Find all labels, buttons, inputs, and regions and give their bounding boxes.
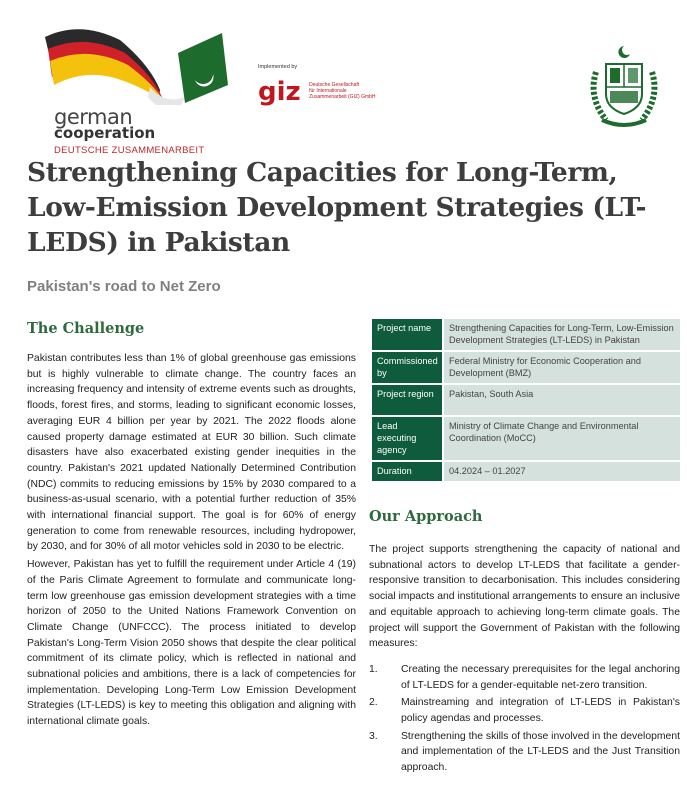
table-row [372,352,680,383]
page-subtitle: Pakistan's road to Net Zero [27,278,221,295]
challenge-paragraph: However, Pakistan has yet to fulfill the requirement under Article 4 (19) of the Paris Climate Agreement to formulate and communicate long-term low greenhouse gas emission development strategies with a time horizon of 2050 to the United Nations Framework Convention on Climate Change (UNFCCC). The process initiated to develop Pakistan's Long-Term Vision 2050 shows that despite the clear political commitment of its climate policy, which is reflected in national and subnational policies and ambitions, there is a lack of competencies for implementation. Developing Long-Term Low Emission Development Strategies (LT-LEDS) is key to meeting this obligation and aligning with international climate goals. [27,559,356,728]
giz-line: Zusammenarbeit (GIZ) GmbH [309,94,376,100]
giz-logo [258,64,418,107]
row-value: 04.2024 – 01.2027 [444,462,680,481]
row-key: Project name [372,319,444,350]
row-key: Project region [372,385,444,415]
row-key: Duration [372,462,444,481]
pakistan-emblem-icon [586,42,662,128]
measures-list [369,662,680,776]
table-row [372,385,680,415]
table-row [372,417,680,460]
giz-line: Deutsche Gesellschaft [309,82,360,88]
list-item [369,729,680,776]
approach-paragraph: The project supports strengthening the capacity of national and subnational actors to develop LT-LEDS that facilitate a gender-responsive transition to decarbonisation. This includes considering social impacts and institutional arrangements to ensure an inclusive and equitable approach to achieving long-term climate goals. The project will support the Government of Pakistan with the following measures: [369,544,680,650]
cooperation-text: cooperation [54,124,156,142]
approach-section [369,542,680,778]
flag-ribbon-icon [40,25,240,105]
row-value: Ministry of Climate Change and Environmental Coordination (MoCC) [444,417,680,460]
challenge-section [27,351,356,730]
giz-wordmark: giz [258,77,301,107]
list-text: Creating the necessary prerequisites for the legal anchoring of LT-LEDS for a gender-equitable net-zero transition. [401,663,680,691]
implemented-by-label: Implemented by [258,64,298,70]
german-cooperation-logo [40,25,240,156]
approach-heading: Our Approach [369,508,483,525]
table-row [372,319,680,350]
list-item [369,695,680,726]
challenge-heading: The Challenge [27,320,145,337]
list-text: Mainstreaming and integration of LT-LEDS in Pakistan's policy agendas and processes. [401,697,680,725]
page-title: Strengthening Capacities for Long-Term, Low-Emission Development Strategies (LT-LEDS) in Pakistan [27,157,647,258]
row-value: Strengthening Capacities for Long-Term, Low-Emission Development Strategies (LT-LEDS) in Pakistan [444,319,680,350]
table-row [372,462,680,481]
row-value: Pakistan, South Asia [444,385,680,415]
list-number: 2. [369,697,378,709]
list-text: Strengthening the skills of those involved in the development and implementation of the LT-LEDS and the Just Transition approach. [401,730,680,774]
row-key: Lead executing agency [372,417,444,460]
german-text: german [54,105,133,129]
row-value: Federal Ministry for Economic Cooperation and Development (BMZ) [444,352,680,383]
giz-full-name [309,82,375,100]
list-item [369,662,680,693]
giz-line: für Internationale [309,88,347,94]
deutsche-zusammenarbeit-text: DEUTSCHE ZUSAMMENARBEIT [54,145,205,156]
list-number: 3. [369,730,378,742]
challenge-paragraph: Pakistan contributes less than 1% of global greenhouse gas emissions but is highly vulnerable to climate change. The country faces an increasing frequency and intensity of extreme events such as droughts, floods, forest fires, and storms, leading to significant economic losses, averaging EUR 4 billion per year by 2021. The 2022 floods alone caused property damage estimated at EUR 30 billion. Such climate disasters have also exacerbated existing gender inequities in the country. Pakistan's 2021 updated Nationally Determined Contribution (NDC) commits to reducing emissions by 15% by 2030 compared to a business-as-usual scenario, with a potential further reduction of 35% with international financial support. The goal is for 60% of energy generation to come from renewable resources, including hydropower, by 2030, and for 30% of all motor vehicles sold in 2030 to be electric. [27,353,356,553]
list-number: 1. [369,663,378,675]
row-key: Commissioned by [372,352,444,383]
project-info-table [372,317,680,483]
